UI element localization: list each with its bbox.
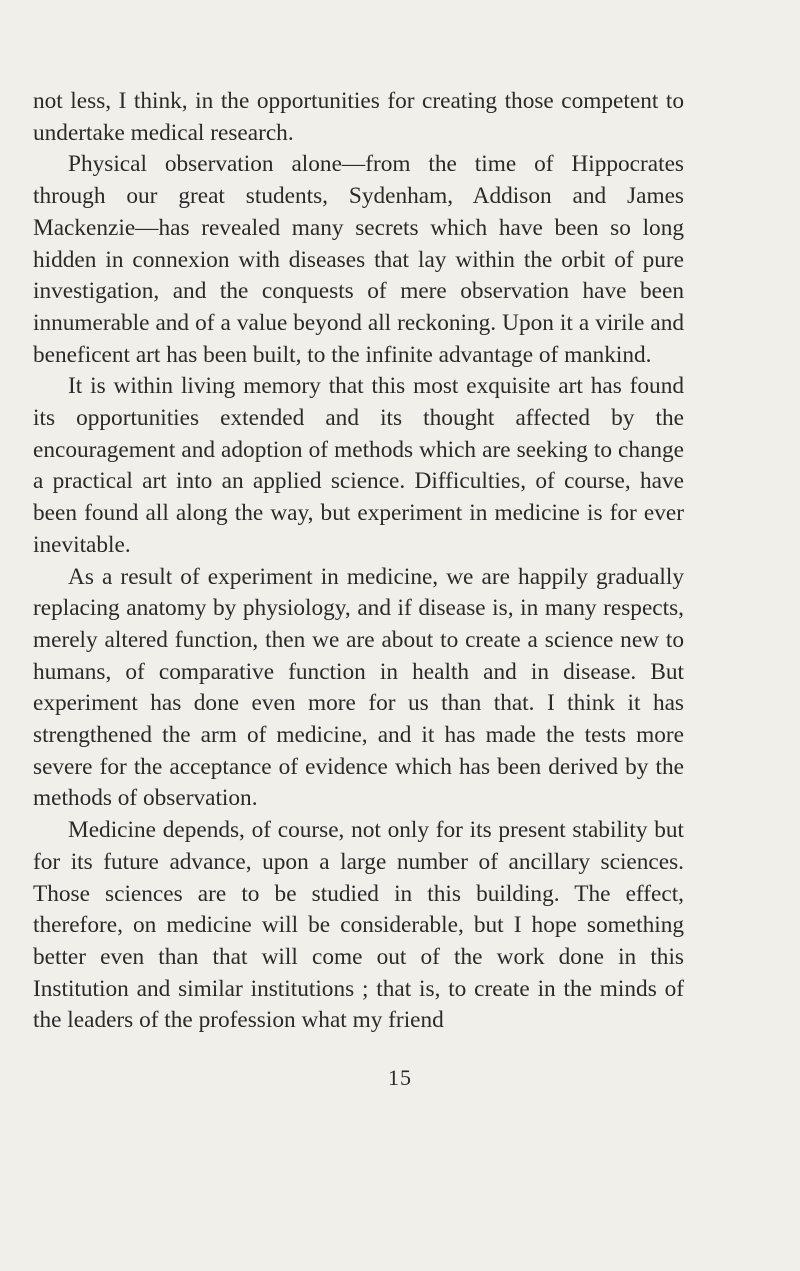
paragraph-experiment: As a result of experiment in medicine, we are happily gradually replacing anatomy by physiology, and if disease is, in many respects, merely altered function, then we are about to create a science new to humans, of comparative function in health and in disease. But experiment has done even more for us than that. I think it has strengthened the arm of medicine, and it has made the tests more severe for the acceptance of evidence which has been derived by the methods of observation. bbox=[33, 563, 684, 812]
page-number: 15 bbox=[388, 1065, 412, 1090]
paragraph-physical-observation: Physical observation alone—from the time of Hippocrates through our great students, Sydenham, Addison and James Mackenzie—has revealed many secrets which have been so long hidden in connexion with diseases that lay within the orbit of pure investigation, and the conquests of mere observation have been innumerable and of a value beyond all reckoning. Upon it a virile and beneficent art has been built, to the infinite advantage of mankind. bbox=[33, 151, 684, 368]
paragraph-ancillary-sciences: Medicine depends, of course, not only for its present stability but for its future advance, upon a large number of ancillary sciences. Those sciences are to be studied in this building. The effect, therefore, on medicine will be considerable, but I hope something better even than that will come out of the work done in this Institution and similar institutions ; that is, to create in the minds of the leaders of the profession what my friend bbox=[33, 817, 684, 1034]
paragraph-living-memory: It is within living memory that this most exquisite art has found its opportunities extended and its thought affected by the encouragement and adoption of methods which are seeking to change a practical art into an applied science. Difficulties, of course, have been found all along the way, but experiment in medicine is for ever inevitable. bbox=[33, 373, 684, 558]
paragraph-continuation: not less, I think, in the opportunities for creating those competent to undertake medical research. bbox=[33, 88, 684, 146]
page-body bbox=[33, 86, 684, 1037]
